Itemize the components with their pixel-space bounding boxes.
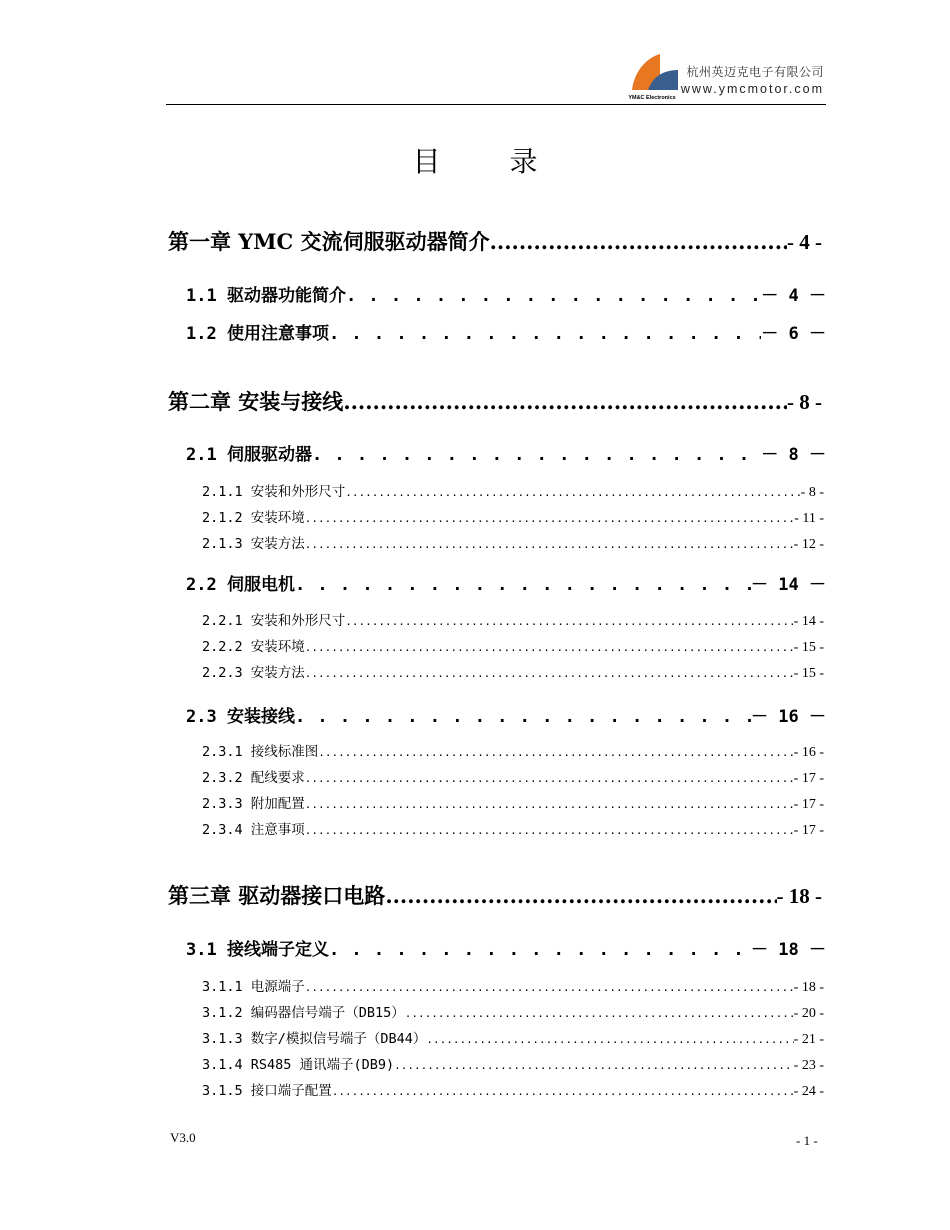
- toc-leader: [345, 484, 800, 500]
- toc-page-number: － 16 －: [751, 707, 826, 727]
- toc-page-number: － 14 －: [751, 575, 826, 595]
- toc-page-number: － 8 －: [761, 445, 826, 465]
- toc-leader: [394, 1057, 794, 1073]
- toc-label: 2.3 安装接线: [186, 707, 295, 727]
- toc-page-number: - 16 -: [793, 745, 824, 760]
- toc-section-2-2[interactable]: [186, 570, 826, 595]
- toc-subsection-2-2-3[interactable]: [202, 661, 824, 682]
- toc-label: 2.1 伺服驱动器: [186, 445, 312, 465]
- toc-label: 3.1.1 电源端子: [202, 979, 305, 995]
- toc-leader: [305, 770, 794, 786]
- toc-subsection-2-3-4[interactable]: [202, 818, 824, 839]
- toc-chapter-3[interactable]: [168, 880, 822, 910]
- toc-label: 2.1.3 安装方法: [202, 536, 305, 552]
- toc-chapter-2[interactable]: [168, 386, 822, 416]
- toc-page-number: - 17 -: [793, 823, 824, 838]
- toc-page-number: - 23 -: [793, 1058, 824, 1073]
- toc-leader: [405, 1005, 794, 1021]
- toc-leader: [305, 665, 794, 681]
- footer-page-number: - 1 -: [796, 1133, 818, 1148]
- toc-leader: [426, 1031, 793, 1047]
- toc-leader: [305, 822, 794, 838]
- toc-label: 2.1.1 安装和外形尺寸: [202, 484, 346, 500]
- toc-section-1-1[interactable]: [186, 281, 826, 306]
- toc-page-number: - 18 -: [793, 980, 824, 995]
- page-header: [166, 48, 826, 106]
- toc-label: 2.2 伺服电机: [186, 575, 295, 595]
- toc-label: 1.1 驱动器功能简介: [186, 286, 346, 306]
- toc-label: 3.1.3 数字/模拟信号端子（DB44）: [202, 1031, 427, 1047]
- toc-leader: [305, 796, 794, 812]
- toc-section-3-1[interactable]: [186, 935, 826, 960]
- toc-subsection-2-2-2[interactable]: [202, 635, 824, 656]
- toc-label: 3.1 接线端子定义: [186, 940, 329, 960]
- toc-leader: [305, 536, 794, 552]
- toc-subsection-3-1-2[interactable]: [202, 1001, 824, 1022]
- toc-label: 2.3.2 配线要求: [202, 770, 305, 786]
- toc-section-1-2[interactable]: [186, 319, 826, 344]
- toc-label: 1.2 使用注意事项: [186, 324, 329, 344]
- toc-label: 3.1.5 接口端子配置: [202, 1083, 332, 1099]
- toc-label: 2.2.3 安装方法: [202, 665, 305, 681]
- toc-leader: [345, 613, 793, 629]
- page-title: 目 录: [412, 145, 568, 178]
- toc-label: 第二章 安装与接线: [168, 389, 344, 414]
- toc-leader: [305, 979, 794, 995]
- toc-leader: [329, 940, 751, 960]
- toc-label: 第一章 YMC 交流伺服驱动器简介: [168, 229, 490, 254]
- toc-page-number: - 15 -: [793, 640, 824, 655]
- company-logo: [626, 50, 678, 100]
- toc-page-number: - 15 -: [793, 666, 824, 681]
- toc-label: 2.3.1 接线标准图: [202, 744, 319, 760]
- toc-leader: [332, 1083, 794, 1099]
- toc-subsection-2-3-3[interactable]: [202, 792, 824, 813]
- toc-subsection-3-1-4[interactable]: [202, 1053, 824, 1074]
- svg-text:YM&C Electronics: YM&C Electronics: [628, 95, 676, 100]
- toc-subsection-2-3-2[interactable]: [202, 766, 824, 787]
- toc-subsection-2-3-1[interactable]: [202, 740, 824, 761]
- toc-leader: [295, 707, 751, 727]
- toc-leader: [329, 324, 761, 344]
- toc-label: 3.1.2 编码器信号端子（DB15）: [202, 1005, 405, 1021]
- toc-label: 2.2.2 安装环境: [202, 639, 305, 655]
- toc-subsection-2-2-1[interactable]: [202, 609, 824, 630]
- toc-subsection-2-1-3[interactable]: [202, 532, 824, 553]
- toc-leader: [295, 575, 751, 595]
- toc-page-number: - 8 -: [800, 485, 824, 500]
- toc-leader: [490, 229, 787, 254]
- toc-page-number: - 20 -: [793, 1006, 824, 1021]
- toc-label: 3.1.4 RS485 通讯端子(DB9): [202, 1057, 395, 1073]
- toc-subsection-3-1-5[interactable]: [202, 1079, 824, 1100]
- toc-subsection-2-1-1[interactable]: [202, 480, 824, 501]
- toc-leader: [305, 510, 794, 526]
- toc-leader: [312, 445, 761, 465]
- toc-section-2-1[interactable]: [186, 440, 826, 465]
- toc-label: 2.2.1 安装和外形尺寸: [202, 613, 346, 629]
- header-rule: [166, 104, 826, 105]
- toc-page-number: - 11 -: [794, 511, 824, 526]
- toc-page-number: - 4 -: [787, 230, 822, 254]
- toc-chapter-1[interactable]: [168, 226, 822, 256]
- toc-page-number: － 18 －: [751, 940, 826, 960]
- footer-version: V3.0: [170, 1130, 196, 1145]
- toc-subsection-2-1-2[interactable]: [202, 506, 824, 527]
- toc-page-number: - 21 -: [793, 1032, 824, 1047]
- toc-page-number: - 18 -: [776, 884, 822, 908]
- toc-page-number: - 24 -: [793, 1084, 824, 1099]
- toc-label: 2.1.2 安装环境: [202, 510, 305, 526]
- toc-label: 2.3.4 注意事项: [202, 822, 305, 838]
- toc-section-2-3[interactable]: [186, 702, 826, 727]
- toc-label: 2.3.3 附加配置: [202, 796, 305, 812]
- toc-page-number: － 4 －: [761, 286, 826, 306]
- toc-page-number: - 14 -: [793, 614, 824, 629]
- company-website: www.ymcmotor.com: [680, 82, 824, 96]
- toc-leader: [318, 744, 793, 760]
- toc-leader: [385, 883, 776, 908]
- toc-page-number: - 12 -: [793, 537, 824, 552]
- toc-leader: [346, 286, 761, 306]
- toc-page-number: - 17 -: [793, 797, 824, 812]
- toc-subsection-3-1-1[interactable]: [202, 975, 824, 996]
- toc-leader: [343, 389, 787, 414]
- toc-page-number: - 17 -: [793, 771, 824, 786]
- toc-subsection-3-1-3[interactable]: [202, 1027, 824, 1048]
- toc-label: 第三章 驱动器接口电路: [168, 883, 386, 908]
- company-name: 杭州英迈克电子有限公司: [686, 65, 824, 79]
- toc-leader: [305, 639, 794, 655]
- toc-page-number: - 8 -: [787, 390, 822, 414]
- toc-page-number: － 6 －: [761, 324, 826, 344]
